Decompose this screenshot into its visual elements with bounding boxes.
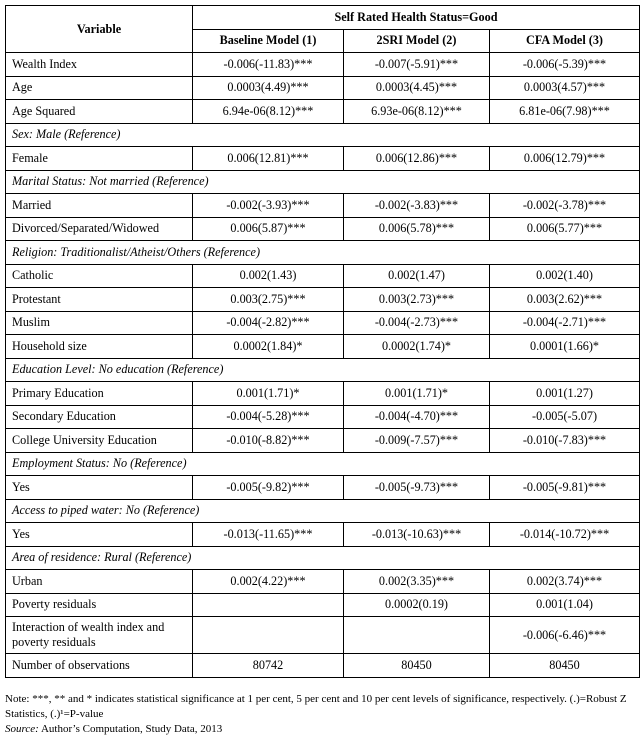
row-label: Catholic [6,264,193,288]
cfa-cell: 0.002(1.40) [490,264,640,288]
2sri-cell: 6.93e-06(8.12)*** [344,100,490,124]
cfa-cell: 0.0001(1.66)* [490,335,640,359]
baseline-cell: -0.004(-5.28)*** [193,405,344,429]
cfa-cell: 0.0003(4.57)*** [490,76,640,100]
cfa-cell: -0.010(-7.83)*** [490,429,640,453]
table-row [6,570,640,594]
baseline-cell: 0.002(4.22)*** [193,570,344,594]
group-header: Self Rated Health Status=Good [193,6,640,30]
2sri-cell: -0.009(-7.57)*** [344,429,490,453]
2sri-cell: -0.004(-2.73)*** [344,311,490,335]
table-row [6,593,640,617]
baseline-cell: -0.006(-11.83)*** [193,53,344,77]
cfa-cell: 0.001(1.27) [490,382,640,406]
table-row [6,523,640,547]
2sri-cell: 0.0002(1.74)* [344,335,490,359]
section-row [6,546,640,570]
table-body [6,53,640,678]
variable-header: Variable [6,6,193,53]
row-label: Primary Education [6,382,193,406]
2sri-cell: -0.013(-10.63)*** [344,523,490,547]
cfa-cell: 0.001(1.04) [490,593,640,617]
2sri-cell: 0.002(1.47) [344,264,490,288]
baseline-cell: -0.010(-8.82)*** [193,429,344,453]
section-label: Religion: Traditionalist/Atheist/Others (Reference) [6,241,640,265]
source-text: Author’s Computation, Study Data, 2013 [38,723,223,735]
significance-note: Note: ***, ** and * indicates statistical significance at 1 per cent, 5 per cent and 10 per cent levels of significance, respectively. (.)=Robust Z Statistics, (.)¹=P-value [5,693,627,720]
2sri-cell: 0.003(2.73)*** [344,288,490,312]
row-label: Age Squared [6,100,193,124]
baseline-cell [193,593,344,617]
2sri-cell: 80450 [344,654,490,678]
cfa-cell: -0.014(-10.72)*** [490,523,640,547]
row-label: Age [6,76,193,100]
row-label: Interaction of wealth index and poverty residuals [6,617,193,654]
cfa-cell: 6.81e-06(7.98)*** [490,100,640,124]
2sri-cell: -0.004(-4.70)*** [344,405,490,429]
section-row [6,123,640,147]
section-row [6,358,640,382]
baseline-cell: -0.005(-9.82)*** [193,476,344,500]
table-row [6,264,640,288]
2sri-cell: -0.005(-9.73)*** [344,476,490,500]
cfa-cell: 0.006(5.77)*** [490,217,640,241]
table-row [6,335,640,359]
table-row [6,194,640,218]
cfa-cell: -0.004(-2.71)*** [490,311,640,335]
row-label: Urban [6,570,193,594]
section-label: Employment Status: No (Reference) [6,452,640,476]
section-label: Marital Status: Not married (Reference) [6,170,640,194]
row-label: Protestant [6,288,193,312]
baseline-cell: 0.002(1.43) [193,264,344,288]
row-label: Number of observations [6,654,193,678]
row-label: Female [6,147,193,171]
baseline-cell: 0.006(12.81)*** [193,147,344,171]
baseline-cell: 6.94e-06(8.12)*** [193,100,344,124]
row-label: Yes [6,476,193,500]
row-label: Secondary Education [6,405,193,429]
row-label: Poverty residuals [6,593,193,617]
2sri-cell: -0.002(-3.83)*** [344,194,490,218]
table-row [6,311,640,335]
2sri-cell: 0.006(5.78)*** [344,217,490,241]
section-row [6,452,640,476]
table-notes [5,692,639,737]
baseline-model-header: Baseline Model (1) [193,29,344,53]
cfa-cell: -0.005(-5.07) [490,405,640,429]
table-row [6,100,640,124]
row-label: Wealth Index [6,53,193,77]
section-row [6,241,640,265]
cfa-cell: -0.002(-3.78)*** [490,194,640,218]
2sri-cell: 0.002(3.35)*** [344,570,490,594]
table-row [6,405,640,429]
2sri-cell [344,617,490,654]
row-label: Household size [6,335,193,359]
baseline-cell: 0.001(1.71)* [193,382,344,406]
section-label: Area of residence: Rural (Reference) [6,546,640,570]
table-row [6,53,640,77]
cfa-cell: 0.006(12.79)*** [490,147,640,171]
table-row [6,654,640,678]
regression-table [5,5,640,678]
source-line [5,722,639,737]
source-label: Source: [5,723,39,735]
section-label: Access to piped water: No (Reference) [6,499,640,523]
section-label: Sex: Male (Reference) [6,123,640,147]
cfa-cell: -0.005(-9.81)*** [490,476,640,500]
table-row [6,617,640,654]
cfa-cell: 80450 [490,654,640,678]
2sri-cell: -0.007(-5.91)*** [344,53,490,77]
table-row [6,76,640,100]
2sri-cell: 0.0002(0.19) [344,593,490,617]
table-row [6,288,640,312]
section-row [6,499,640,523]
baseline-cell [193,617,344,654]
table-row [6,382,640,406]
cfa-model-header: CFA Model (3) [490,29,640,53]
row-label: Yes [6,523,193,547]
table-row [6,429,640,453]
2sri-cell: 0.001(1.71)* [344,382,490,406]
table-row [6,476,640,500]
row-label: Muslim [6,311,193,335]
cfa-cell: -0.006(-6.46)*** [490,617,640,654]
row-label: Married [6,194,193,218]
table-row [6,147,640,171]
baseline-cell: -0.013(-11.65)*** [193,523,344,547]
table-row [6,217,640,241]
baseline-cell: 0.0003(4.49)*** [193,76,344,100]
2sri-cell: 0.006(12.86)*** [344,147,490,171]
row-label: Divorced/Separated/Widowed [6,217,193,241]
baseline-cell: -0.002(-3.93)*** [193,194,344,218]
cfa-cell: 0.003(2.62)*** [490,288,640,312]
baseline-cell: -0.004(-2.82)*** [193,311,344,335]
section-row [6,170,640,194]
baseline-cell: 0.003(2.75)*** [193,288,344,312]
baseline-cell: 80742 [193,654,344,678]
row-label: College University Education [6,429,193,453]
cfa-cell: 0.002(3.74)*** [490,570,640,594]
baseline-cell: 0.006(5.87)*** [193,217,344,241]
2sri-cell: 0.0003(4.45)*** [344,76,490,100]
section-label: Education Level: No education (Reference) [6,358,640,382]
header-row-1 [6,6,640,30]
2sri-model-header: 2SRI Model (2) [344,29,490,53]
baseline-cell: 0.0002(1.84)* [193,335,344,359]
cfa-cell: -0.006(-5.39)*** [490,53,640,77]
